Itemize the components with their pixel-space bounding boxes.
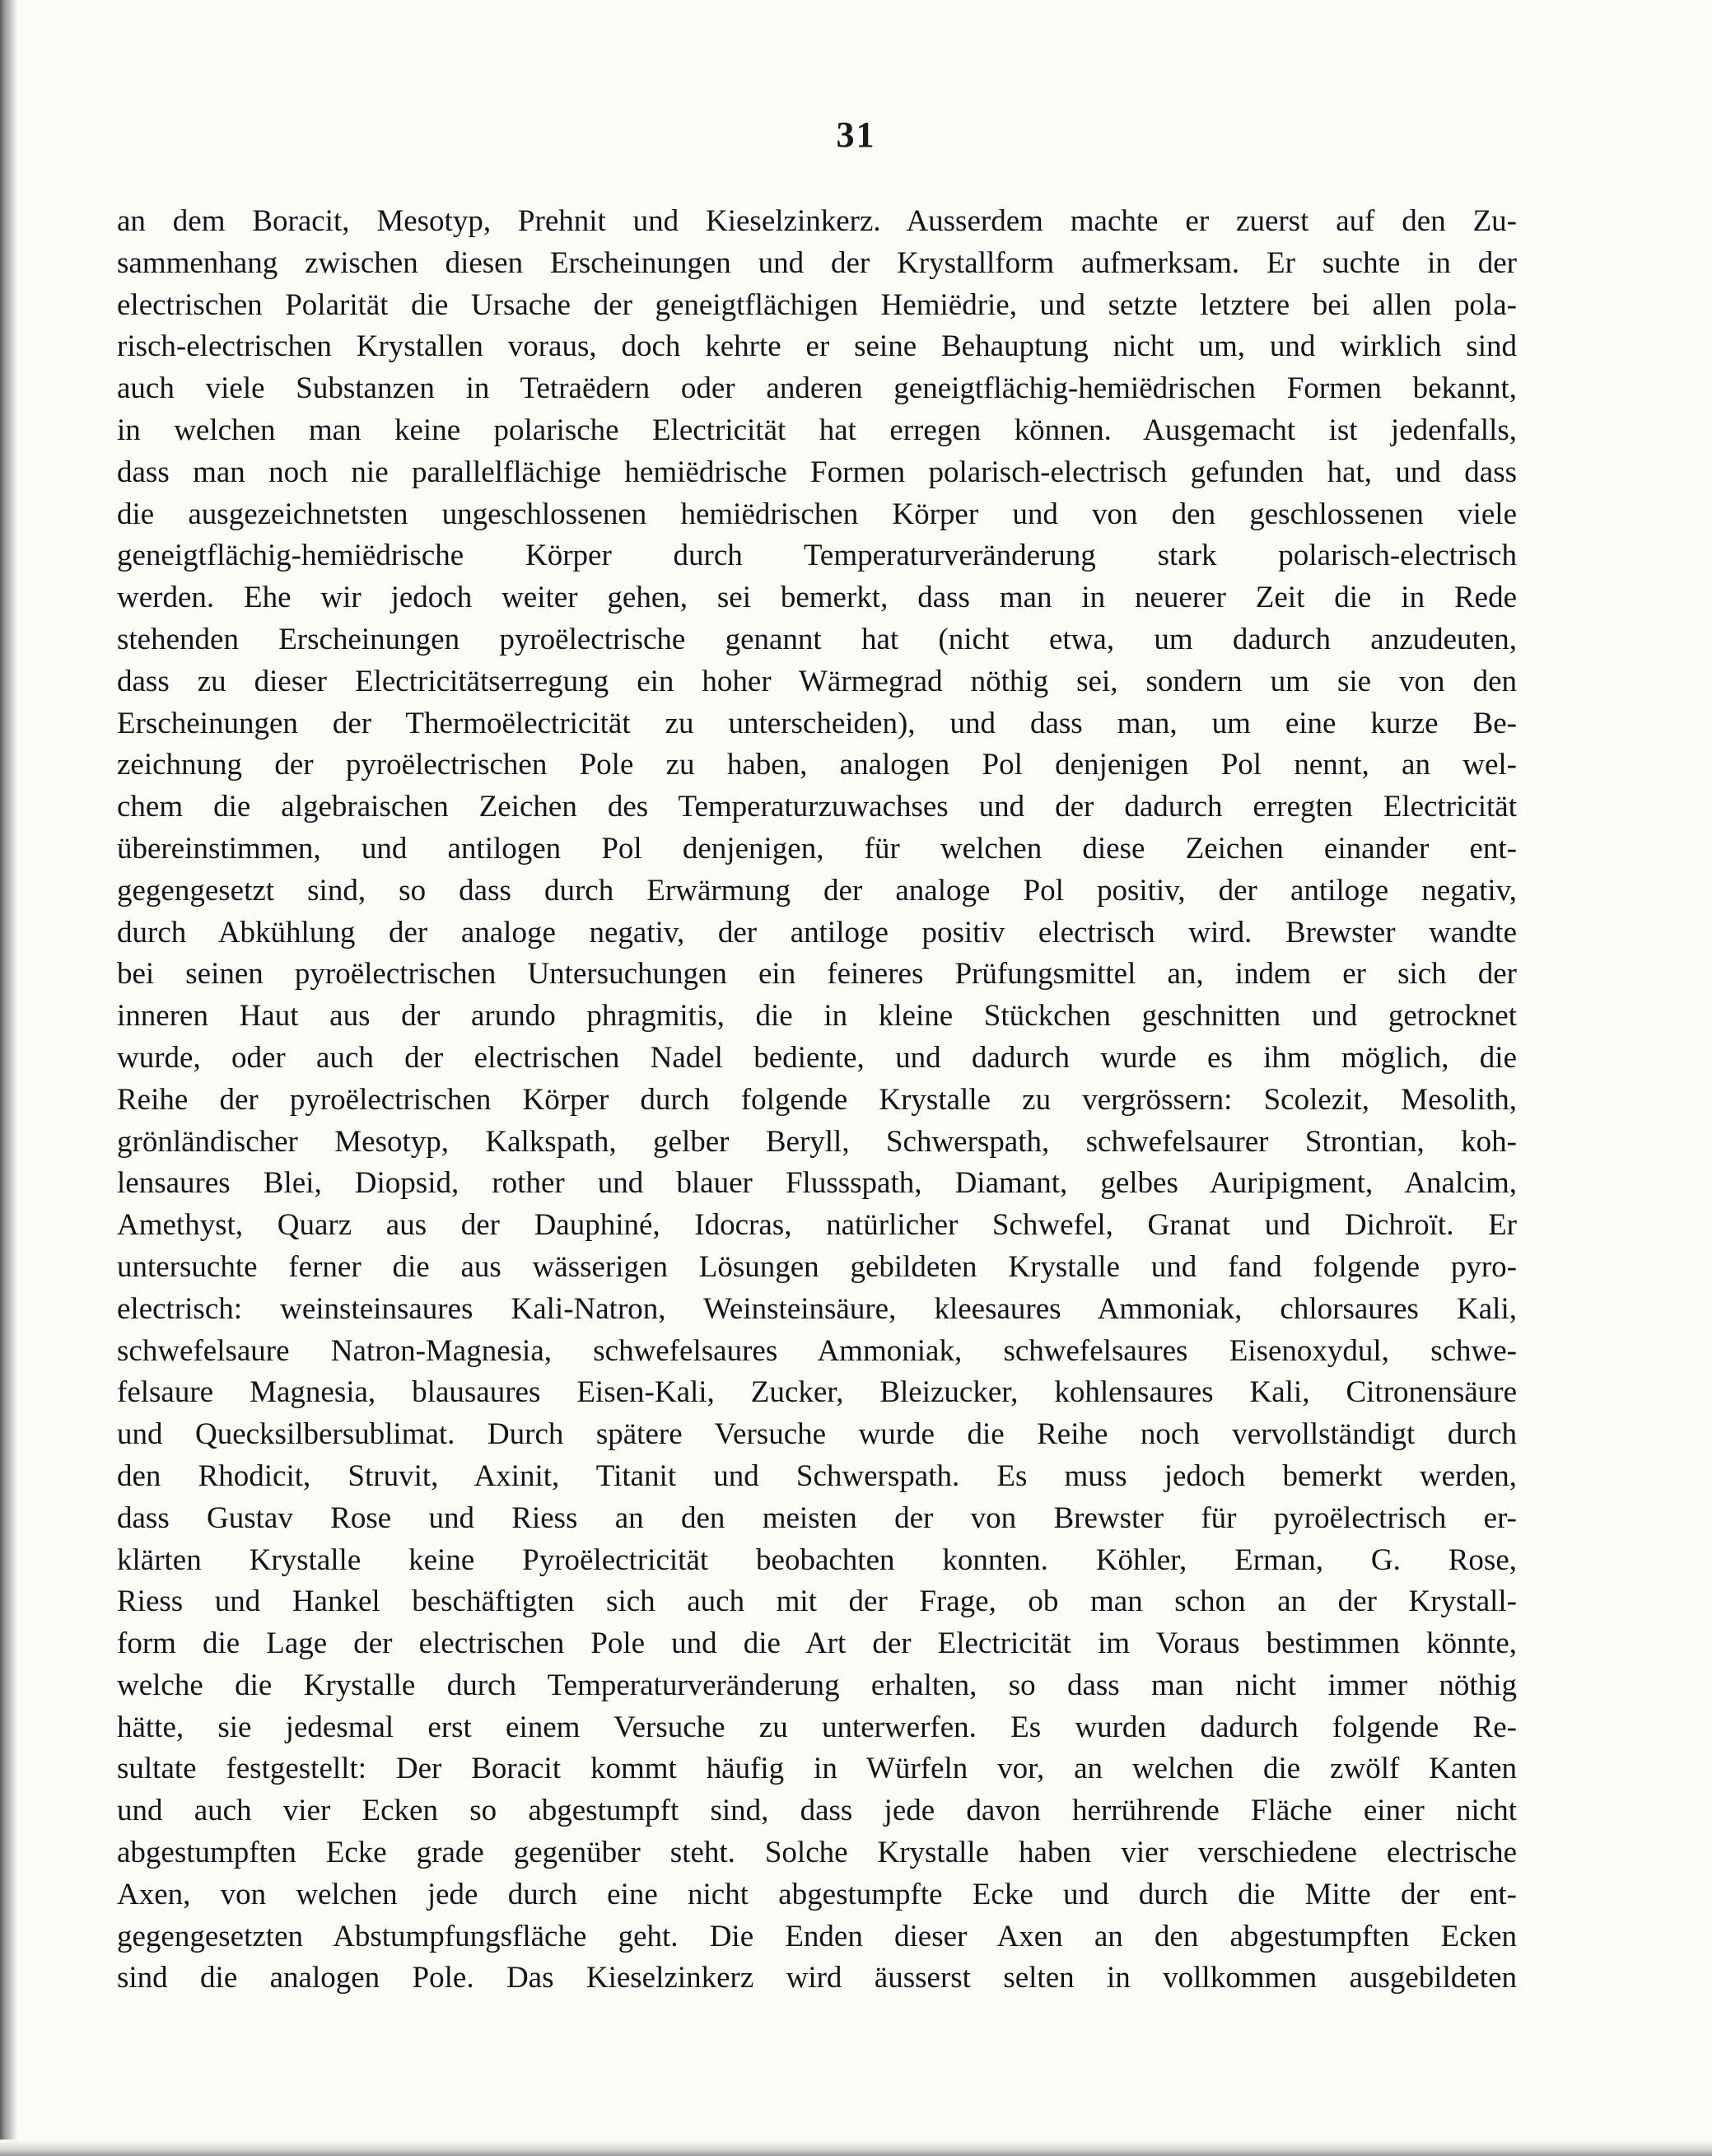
text-line: in welchen man keine polarische Electricität hat erregen können. Ausgemacht ist jedenfalls, bbox=[117, 413, 1517, 447]
text-line: electrisch: weinsteinsaures Kali-Natron, Weinsteinsäure, kleesaures Ammoniak, chlorsaures Kali, bbox=[117, 1291, 1517, 1326]
text-line: form die Lage der electrischen Pole und die Art der Electricität im Voraus bestimmen könnte, bbox=[117, 1626, 1517, 1661]
page-bottom-shadow bbox=[0, 2140, 1712, 2156]
text-line: untersuchte ferner die aus wässerigen Lösungen gebildeten Krystalle und fand folgende pyro- bbox=[117, 1249, 1517, 1284]
text-line: dass Gustav Rose und Riess an den meisten der von Brewster für pyroëlectrisch er- bbox=[117, 1500, 1517, 1535]
text-line: sind die analogen Pole. Das Kieselzinkerz wird äusserst selten in vollkommen ausgebildeten bbox=[117, 1961, 1517, 1995]
text-line: und auch vier Ecken so abgestumpft sind, dass jede davon herrührende Fläche einer nicht bbox=[117, 1794, 1517, 1828]
text-line: Erscheinungen der Thermoëlectricität zu unterscheiden), und dass man, um eine kurze Be- bbox=[117, 706, 1517, 740]
text-line: dass man noch nie parallelflächige hemiëdrische Formen polarisch-electrisch gefunden hat, und dass bbox=[117, 455, 1517, 489]
body-text bbox=[117, 201, 1517, 2000]
text-line: und Quecksilbersublimat. Durch spätere Versuche wurde die Reihe noch vervollständigt durch bbox=[117, 1417, 1517, 1452]
text-line: durch Abkühlung der analoge negativ, der antiloge positiv electrisch wird. Brewster wandte bbox=[117, 915, 1517, 950]
text-line: werden. Ehe wir jedoch weiter gehen, sei bemerkt, dass man in neuerer Zeit die in Rede bbox=[117, 581, 1517, 615]
page-binding-shadow bbox=[0, 0, 18, 2156]
text-line: Amethyst, Quarz aus der Dauphiné, Idocras, natürlicher Schwefel, Granat und Dichroït. Er bbox=[117, 1208, 1517, 1243]
text-line: sultate festgestellt: Der Boracit kommt häufig in Würfeln vor, an welchen die zwölf Kanten bbox=[117, 1752, 1517, 1786]
text-line: Axen, von welchen jede durch eine nicht abgestumpfte Ecke und durch die Mitte der ent- bbox=[117, 1877, 1517, 1911]
text-line: Reihe der pyroëlectrischen Körper durch folgende Krystalle zu vergrössern: Scolezit, Mesolith, bbox=[117, 1082, 1517, 1117]
text-line: an dem Boracit, Mesotyp, Prehnit und Kieselzinkerz. Ausserdem machte er zuerst auf den Zu- bbox=[117, 204, 1517, 238]
text-line: lensaures Blei, Diopsid, rother und blauer Flussspath, Diamant, gelbes Auripigment, Analcim, bbox=[117, 1166, 1517, 1201]
text-line: wurde, oder auch der electrischen Nadel bediente, und dadurch wurde es ihm möglich, die bbox=[117, 1040, 1517, 1075]
text-line: den Rhodicit, Struvit, Axinit, Titanit und Schwerspath. Es muss jedoch bemerkt werden, bbox=[117, 1458, 1517, 1493]
text-line: electrischen Polarität die Ursache der geneigtflächigen Hemiëdrie, und setzte letztere bei allen pola- bbox=[117, 287, 1517, 322]
text-line: zeichnung der pyroëlectrischen Pole zu haben, analogen Pol denjenigen Pol nennt, an wel- bbox=[117, 748, 1517, 782]
text-line: stehenden Erscheinungen pyroëlectrische genannt hat (nicht etwa, um dadurch anzudeuten, bbox=[117, 622, 1517, 656]
text-line: übereinstimmen, und antilogen Pol denjenigen, für welchen diese Zeichen einander ent- bbox=[117, 831, 1517, 866]
text-line: inneren Haut aus der arundo phragmitis, die in kleine Stückchen geschnitten und getrocknet bbox=[117, 999, 1517, 1034]
text-line: geneigtflächig-hemiëdrische Körper durch Temperaturveränderung stark polarisch-electrisch bbox=[117, 539, 1517, 573]
text-line: gegengesetzt sind, so dass durch Erwärmung der analoge Pol positiv, der antiloge negativ, bbox=[117, 873, 1517, 908]
text-line: bei seinen pyroëlectrischen Untersuchungen ein feineres Prüfungsmittel an, indem er sich der bbox=[117, 957, 1517, 992]
text-line: gegengesetzten Abstumpfungsfläche geht. Die Enden dieser Axen an den abgestumpften Ecken bbox=[117, 1919, 1517, 1953]
text-line: abgestumpften Ecke grade gegenüber steht. Solche Krystalle haben vier verschiedene electrische bbox=[117, 1836, 1517, 1870]
page-number: 31 bbox=[836, 114, 876, 155]
text-line: klärten Krystalle keine Pyroëlectricität beobachten konnten. Köhler, Erman, G. Rose, bbox=[117, 1542, 1517, 1577]
text-line: felsaure Magnesia, blausaures Eisen-Kali, Zucker, Bleizucker, kohlensaures Kali, Citronensäure bbox=[117, 1375, 1517, 1410]
text-line: Riess und Hankel beschäftigten sich auch mit der Frage, ob man schon an der Krystall- bbox=[117, 1584, 1517, 1619]
text-line: risch-electrischen Krystallen voraus, doch kehrte er seine Behauptung nicht um, und wirklich sind bbox=[117, 329, 1517, 364]
text-line: schwefelsaure Natron-Magnesia, schwefelsaures Ammoniak, schwefelsaures Eisenoxydul, schwe- bbox=[117, 1333, 1517, 1368]
text-line: hätte, sie jedesmal erst einem Versuche zu unterwerfen. Es wurden dadurch folgende Re- bbox=[117, 1710, 1517, 1744]
text-line: die ausgezeichnetsten ungeschlossenen hemiëdrischen Körper und von den geschlossenen viele bbox=[117, 497, 1517, 531]
text-line: dass zu dieser Electricitätserregung ein hoher Wärmegrad nöthig sei, sondern um sie von den bbox=[117, 664, 1517, 698]
text-line: auch viele Substanzen in Tetraëdern oder anderen geneigtflächig-hemiëdrischen Formen bekannt, bbox=[117, 371, 1517, 406]
text-line: grönländischer Mesotyp, Kalkspath, gelber Beryll, Schwerspath, schwefelsaurer Strontian, koh- bbox=[117, 1124, 1517, 1159]
text-line: chem die algebraischen Zeichen des Temperaturzuwachses und der dadurch erregten Electricität bbox=[117, 790, 1517, 824]
text-line: welche die Krystalle durch Temperaturveränderung erhalten, so dass man nicht immer nöthig bbox=[117, 1668, 1517, 1702]
text-line: sammenhang zwischen diesen Erscheinungen und der Krystallform aufmerksam. Er suchte in der bbox=[117, 245, 1517, 280]
